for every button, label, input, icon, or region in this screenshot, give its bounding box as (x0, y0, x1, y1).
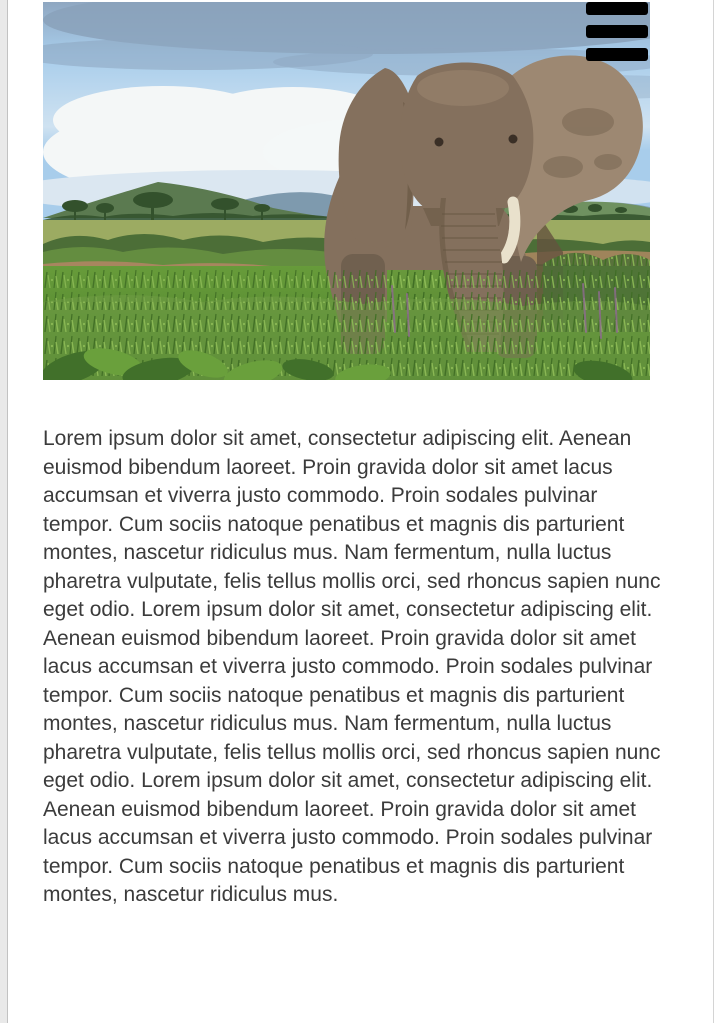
menu-bar-top (586, 2, 648, 15)
article-paragraph: Lorem ipsum dolor sit amet, consectetur adipiscing elit. Aenean euismod bibendum laoreet. Proin gravida dolor sit amet lacus accumsan et viverra justo commodo. Proin sodales pulvinar tempor. Cum sociis natoque penatibus et magnis dis parturient montes, nascetur ridiculus mus. Nam fermentum, nulla luctus pharetra vulputate, felis tellus mollis orci, sed rhoncus sapien nunc eget odio. Lorem ipsum dolor sit amet, consectetur adipiscing elit. Aenean euismod bibendum laoreet. Proin gravida dolor sit amet lacus accumsan et viverra justo commodo. Proin sodales pulvinar tempor. Cum sociis natoque penatibus et magnis dis parturient montes, nascetur ridiculus mus. Nam fermentum, nulla luctus pharetra vulputate, felis tellus mollis orci, sed rhoncus sapien nunc eget odio. Lorem ipsum dolor sit amet, consectetur adipiscing elit. Aenean euismod bibendum laoreet. Proin gravida dolor sit amet lacus accumsan et viverra justo commodo. Proin sodales pulvinar tempor. Cum sociis natoque penatibus et magnis dis parturient montes, nascetur ridiculus mus. (43, 427, 661, 906)
elephant-right-eye (509, 135, 518, 144)
hero-section (43, 2, 650, 380)
head-highlight (417, 70, 509, 106)
hero-image (43, 2, 650, 380)
hamburger-icon (586, 2, 648, 61)
menu-bar-middle (586, 25, 648, 38)
page-right-edge (713, 0, 714, 1023)
hamburger-menu-button[interactable] (586, 2, 648, 61)
menu-bar-bottom (586, 48, 648, 61)
left-gutter (0, 0, 8, 1023)
elephant-left-eye (435, 138, 444, 147)
